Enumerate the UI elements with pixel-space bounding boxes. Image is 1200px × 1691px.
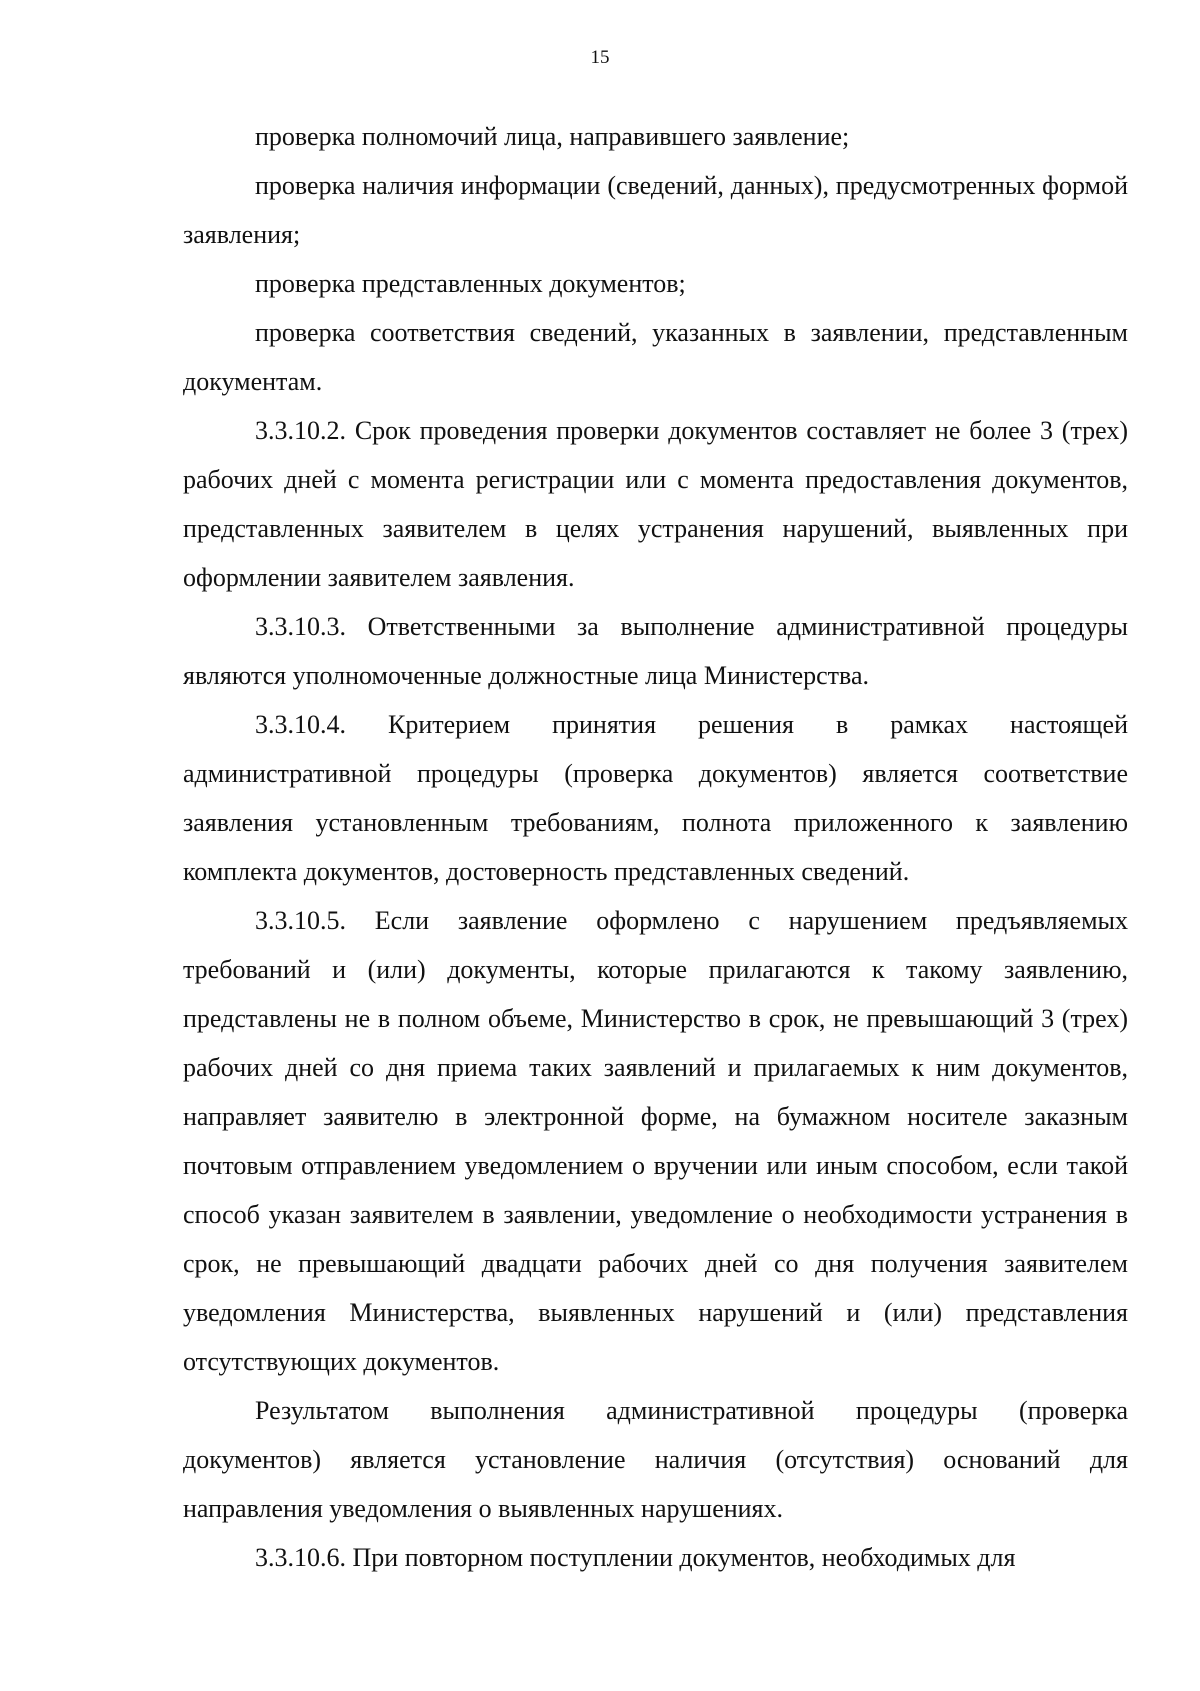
paragraph-3-3-10-3: 3.3.10.3. Ответственными за выполнение административной процедуры являются уполномоченные должностные лица Министерства. [183,612,1128,690]
paragraph-3-3-10-6: 3.3.10.6. При повторном поступлении документов, необходимых для [255,1543,1016,1572]
paragraph-information-check: проверка наличия информации (сведений, данных), предусмотренных формой заявления; [183,171,1128,249]
paragraph-3-3-10-4: 3.3.10.4. Критерием принятия решения в рамках настоящей административной процедуры (проверка документов) является соответствие заявления установленным требованиям, полнота приложенного к заявлению комплекта документов, достоверность представленных сведений. [183,710,1128,886]
paragraph-documents-check: проверка представленных документов; [255,269,686,298]
page-number: 15 [590,47,610,68]
document-body [183,112,1128,1582]
paragraph-compliance-check: проверка соответствия сведений, указанных в заявлении, представленным документам. [183,318,1128,396]
paragraph-3-3-10-5: 3.3.10.5. Если заявление оформлено с нарушением предъявляемых требований и (или) документы, которые прилагаются к такому заявлению, представлены не в полном объеме, Министерство в срок, не превышающий 3 (трех) рабочих дней со дня приема таких заявлений и прилагаемых к ним документов, направляет заявителю в электронной форме, на бумажном носителе заказным почтовым отправлением уведомлением о вручении или иным способом, если такой способ указан заявителем в заявлении, уведомление о необходимости устранения в срок, не превышающий двадцати рабочих дней со дня получения заявителем уведомления Министерства, выявленных нарушений и (или) представления отсутствующих документов. [183,906,1128,1376]
paragraph-3-3-10-2: 3.3.10.2. Срок проведения проверки документов составляет не более 3 (трех) рабочих дней с момента регистрации или с момента предоставления документов, представленных заявителем в целях устранения нарушений, выявленных при оформлении заявителем заявления. [183,416,1128,592]
paragraph-result: Результатом выполнения административной процедуры (проверка документов) является установление наличия (отсутствия) оснований для направления уведомления о выявленных нарушениях. [183,1396,1128,1523]
paragraph-authority-check: проверка полномочий лица, направившего заявление; [255,122,850,151]
